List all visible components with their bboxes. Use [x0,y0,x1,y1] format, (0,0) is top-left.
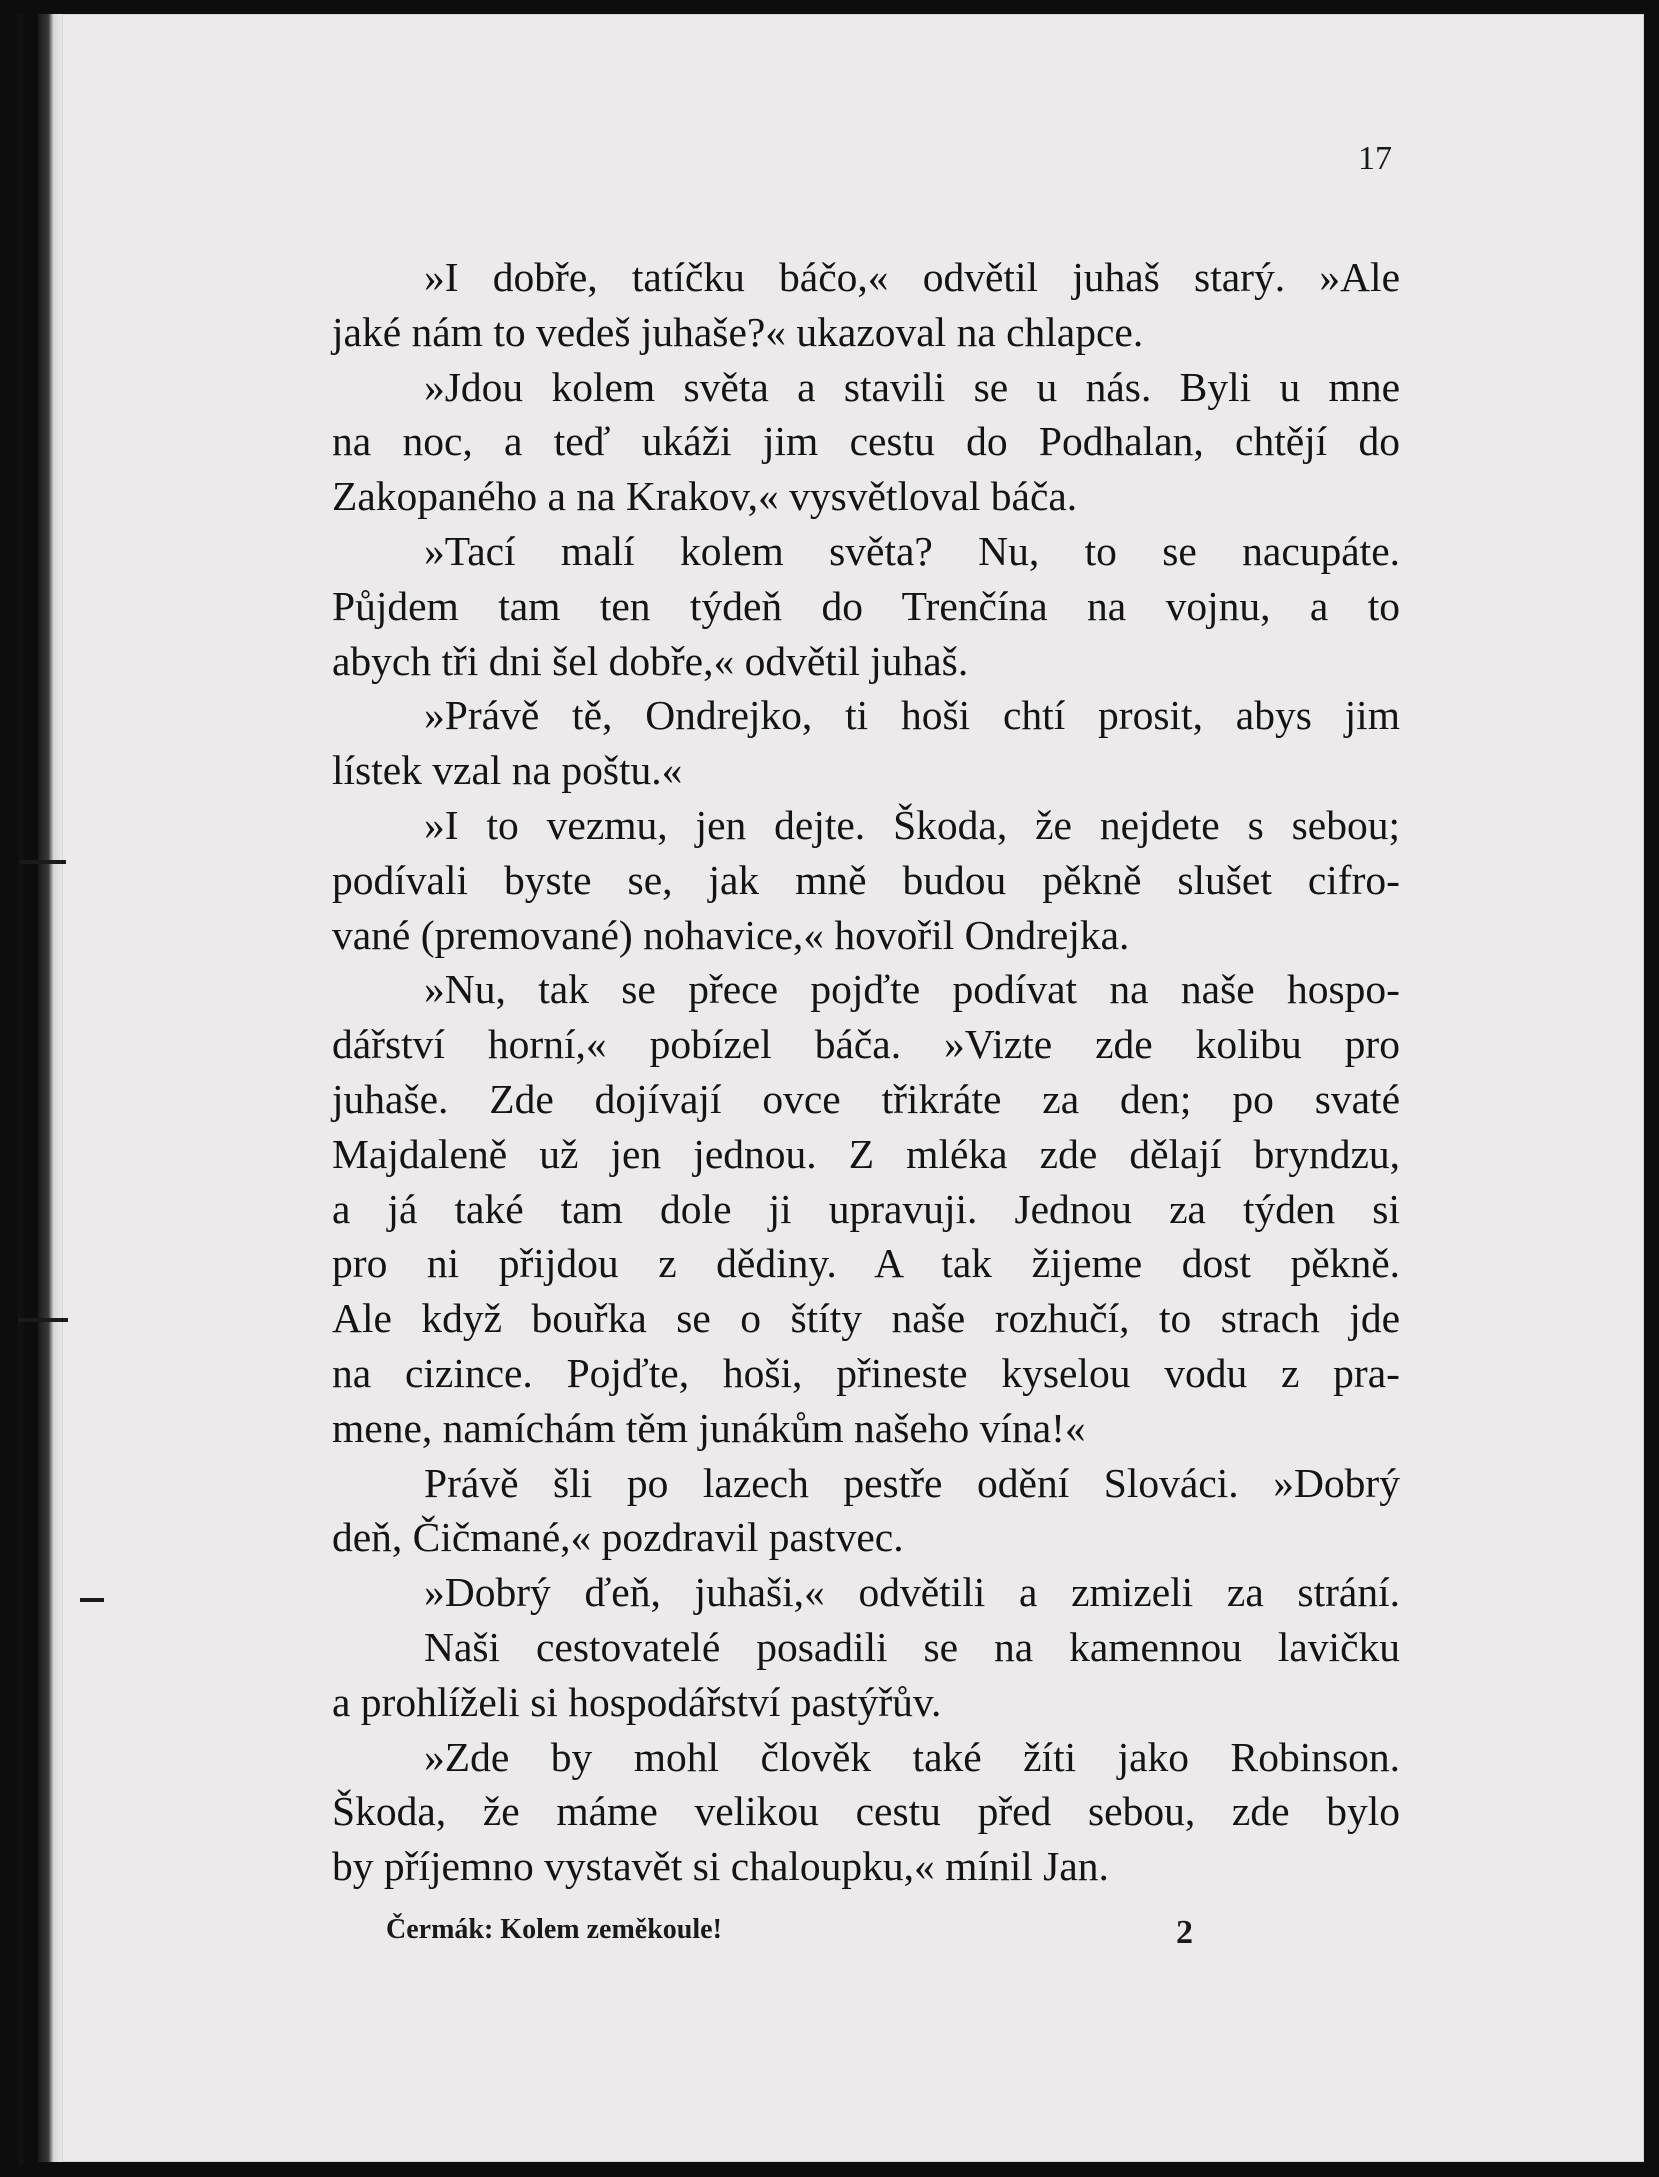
text-line: dářství horní,« pobízel báča. »Vizte zde kolibu pro [332,1021,1400,1068]
text-line: by příjemno vystavět si chaloupku,« mínil Jan. [332,1843,1109,1890]
text-line: »Dobrý ďeň, juhaši,« odvětili a zmizeli za strání. [424,1569,1400,1616]
text-line: juhaše. Zde dojívají ovce třikráte za den; po svaté [332,1075,1400,1122]
text-line: Právě šli po lazech pestře odění Slováci. »Dobrý [424,1459,1400,1506]
text-line: »I to vezmu, jen dejte. Škoda, že nejdete s sebou; [424,801,1400,848]
text-line: »Zde by mohl člověk také žíti jako Robinson. [424,1733,1400,1780]
margin-tick [18,1318,68,1322]
text-line: Naši cestovatelé posadili se na kamennou lavičku [424,1623,1400,1670]
body-text [332,250,1400,1894]
text-line: jaké nám to vedeš juhaše?« ukazoval na chlapce. [332,308,1144,355]
text-line: Půjdem tam ten týdeň do Trenčína na vojnu, a to [332,582,1400,629]
text-line: deň, Čičmané,« pozdravil pastvec. [332,1514,904,1561]
text-line: »Nu, tak se přece pojďte podívat na naše hospo- [424,966,1400,1013]
text-line: »Právě tě, Ondrejko, ti hoši chtí prosit, abys jim [424,692,1400,739]
text-line: a já také tam dole ji upravuji. Jednou za týden si [332,1185,1400,1232]
text-line: »I dobře, tatíčku báčo,« odvětil juhaš starý. »Ale [424,254,1400,300]
sheet-number: 2 [1176,1914,1193,1951]
text-line: Majdaleně už jen jednou. Z mléka zde dělají bryndzu, [332,1130,1400,1177]
text-line: pro ni přijdou z dědiny. A tak žijeme dost pěkně. [332,1240,1400,1287]
margin-mark [18,14,24,2164]
text-line: podívali byste se, jak mně budou pěkně slušet cifro- [332,856,1400,903]
text-line: Ale když bouřka se o štíty naše rozhučí, to strach jde [332,1295,1400,1342]
margin-tick [20,860,66,864]
margin-tick [80,1598,104,1602]
text-line: a prohlíželi si hospodářství pastýřův. [332,1678,942,1725]
text-line: Zakopaného a na Krakov,« vysvětloval báča. [332,473,1078,520]
text-line: Škoda, že máme velikou cestu před sebou, zde bylo [332,1788,1400,1835]
signature-line: Čermák: Kolem zeměkoule! [386,1914,722,1945]
text-line: abych tři dni šel dobře,« odvětil juhaš. [332,637,969,684]
text-line: na noc, a teď ukáži jim cestu do Podhalan, chtějí do [332,418,1400,465]
text-line: »Jdou kolem světa a stavili se u nás. Byli u mne [424,363,1400,410]
book-spine-edge [38,14,64,2162]
page-number: 17 [1358,140,1392,177]
text-line: mene, namíchám těm junákům našeho vína!« [332,1404,1086,1451]
text-line: lístek vzal na poštu.« [332,747,683,794]
text-line: »Tací malí kolem světa? Nu, to se nacupáte. [424,527,1400,574]
text-line: na cizince. Pojďte, hoši, přineste kyselou vodu z pra- [332,1349,1400,1396]
text-line: vané (premované) nohavice,« hovořil Ondrejka. [332,911,1130,958]
